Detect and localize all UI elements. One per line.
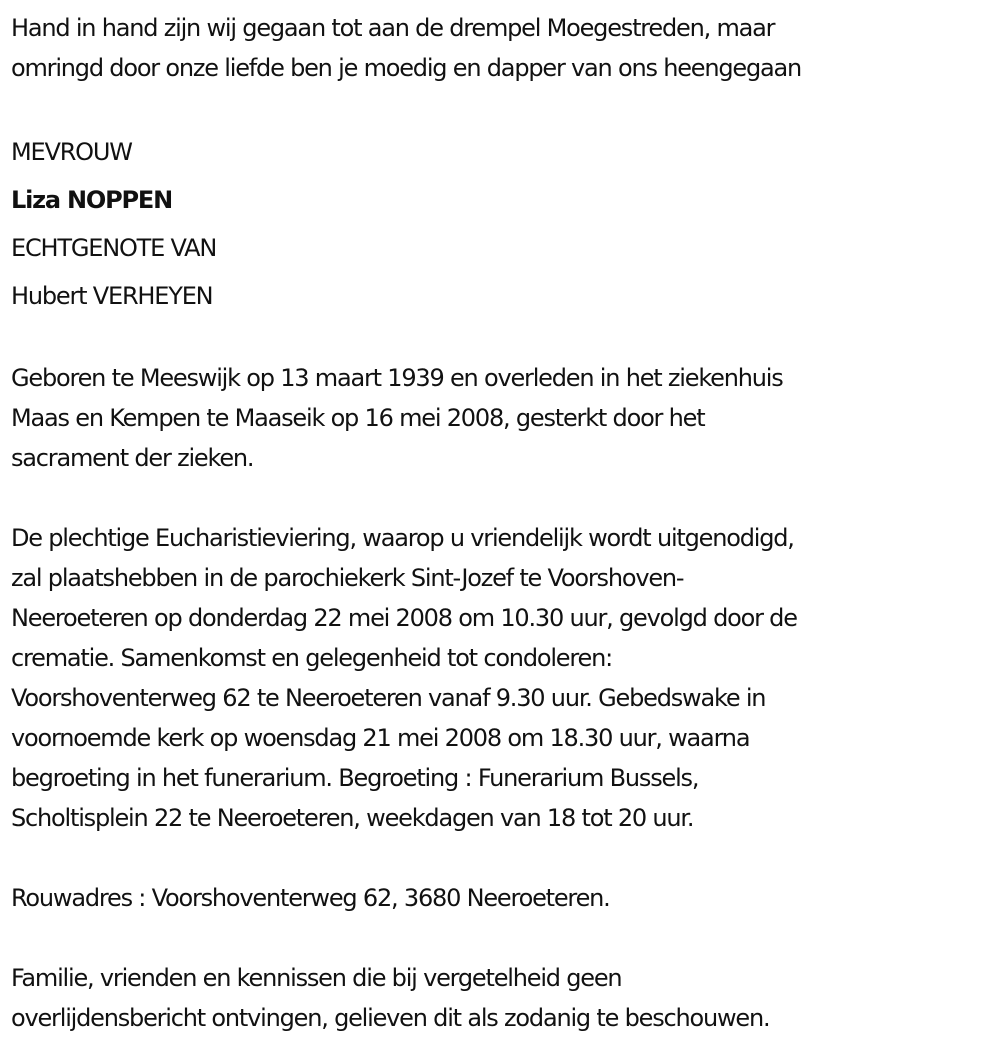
address-paragraph <box>11 878 1000 918</box>
deceased-name: Liza NOPPEN <box>11 186 172 214</box>
spacer <box>11 320 1000 358</box>
paragraph-line: begroeting in het funerarium. Begroeting : Funerarium Bussels, <box>11 764 699 792</box>
paragraph-line: De plechtige Eucharistieviering, waarop u vriendelijk wordt uitgenodigd, <box>11 524 794 552</box>
paragraph-line: Maas en Kempen te Maaseik op 16 mei 2008, gesterkt door het <box>11 404 705 432</box>
paragraph-line: zal plaatshebben in de parochiekerk Sint-Jozef te Voorshoven- <box>11 564 684 592</box>
birth-death-paragraph <box>11 358 1000 478</box>
paragraph-line: overlijdensbericht ontvingen, gelieven dit als zodanig te beschouwen. <box>11 1004 770 1032</box>
paragraph-line: Geboren te Meeswijk op 13 maart 1939 en overleden in het ziekenhuis <box>11 364 783 392</box>
deceased-block <box>11 128 1000 320</box>
spacer <box>11 838 1000 878</box>
paragraph-line: crematie. Samenkomst en gelegenheid tot condoleren: <box>11 644 612 672</box>
spacer <box>11 88 1000 128</box>
ceremony-paragraph <box>11 518 1000 838</box>
intro-line: Hand in hand zijn wij gegaan tot aan de drempel Moegestreden, maar <box>11 14 775 42</box>
paragraph-line: Voorshoventerweg 62 te Neeroeteren vanaf 9.30 uur. Gebedswake in <box>11 684 766 712</box>
paragraph-line: voornoemde kerk op woensdag 21 mei 2008 om 18.30 uur, waarna <box>11 724 750 752</box>
paragraph-line: Scholtisplein 22 te Neeroeteren, weekdagen van 18 tot 20 uur. <box>11 804 694 832</box>
paragraph-line: Neeroeteren op donderdag 22 mei 2008 om 10.30 uur, gevolgd door de <box>11 604 797 632</box>
paragraph-line: sacrament der zieken. <box>11 444 254 472</box>
intro-line: omringd door onze liefde ben je moedig en dapper van ons heengegaan <box>11 54 802 82</box>
deceased-title: MEVROUW <box>11 138 132 166</box>
mourning-address: Rouwadres : Voorshoventerweg 62, 3680 Neeroeteren. <box>11 884 610 912</box>
closing-paragraph <box>11 958 1000 1038</box>
deceased-relation: ECHTGENOTE VAN <box>11 234 217 262</box>
spacer <box>11 918 1000 958</box>
spouse-name: Hubert VERHEYEN <box>11 282 213 310</box>
paragraph-line: Familie, vrienden en kennissen die bij vergetelheid geen <box>11 964 622 992</box>
spacer <box>11 478 1000 518</box>
intro-verse <box>11 8 1000 88</box>
